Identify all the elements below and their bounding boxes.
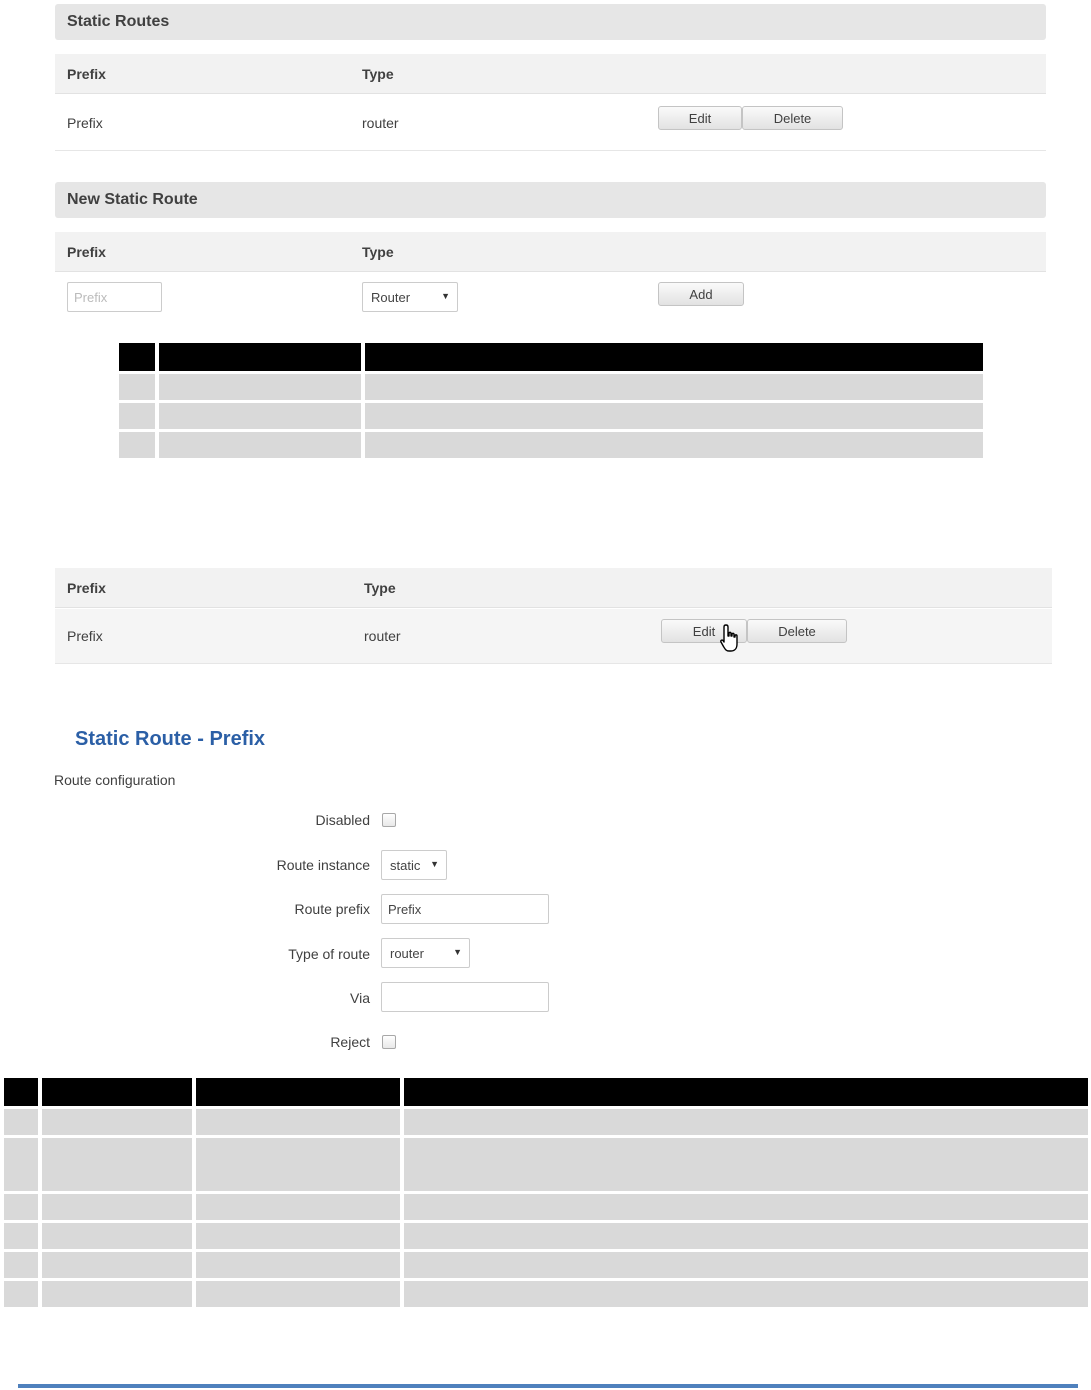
table-row (119, 371, 983, 400)
table-row (4, 1106, 1088, 1135)
table-header-row (4, 1078, 1088, 1106)
triangle-down-icon: ▼ (430, 859, 439, 869)
reject-label: Reject (330, 1034, 370, 1050)
triangle-down-icon: ▼ (441, 291, 450, 301)
table-row (55, 95, 1046, 151)
route-prefix-input[interactable] (381, 894, 549, 924)
route-type-cell: router (362, 114, 399, 131)
add-button[interactable]: Add (658, 282, 744, 306)
static-routes-column-header (55, 54, 1046, 94)
edit-button[interactable]: Edit (658, 106, 742, 130)
blank-table-1 (119, 343, 983, 458)
disabled-label: Disabled (315, 812, 370, 828)
column-type: Type (364, 579, 396, 596)
blank-table-2 (4, 1078, 1088, 1307)
disabled-checkbox[interactable] (382, 813, 396, 827)
reject-checkbox[interactable] (382, 1035, 396, 1049)
delete-button[interactable]: Delete (742, 106, 843, 130)
table-row (119, 400, 983, 429)
delete-button[interactable]: Delete (747, 619, 847, 643)
via-label: Via (350, 990, 370, 1006)
route-instance-select[interactable] (381, 850, 447, 880)
edit-example-column-header (55, 568, 1052, 608)
table-row (119, 429, 983, 458)
table-row (55, 609, 1052, 664)
table-row (4, 1249, 1088, 1278)
table-row (4, 1135, 1088, 1191)
route-prefix-label: Route prefix (294, 901, 370, 917)
type-of-route-value: router (390, 945, 424, 961)
table-row (4, 1191, 1088, 1220)
static-routes-header: Static Routes (55, 4, 1046, 40)
route-instance-label: Route instance (276, 857, 370, 873)
new-prefix-input[interactable] (67, 282, 162, 312)
column-prefix: Prefix (67, 579, 106, 596)
page-title: Static Route - Prefix (75, 728, 266, 750)
table-row (4, 1278, 1088, 1307)
table-row (4, 1220, 1088, 1249)
route-prefix-cell: Prefix (67, 628, 103, 644)
route-prefix-cell: Prefix (67, 114, 103, 131)
new-type-select-value: Router (371, 289, 411, 305)
table-header-row (119, 343, 983, 371)
via-input[interactable] (381, 982, 549, 1012)
column-type: Type (362, 243, 394, 260)
section-title: Route configuration (54, 772, 176, 788)
triangle-down-icon: ▼ (453, 947, 462, 957)
hand-pointer-icon (719, 623, 743, 655)
column-prefix: Prefix (67, 65, 106, 82)
column-prefix: Prefix (67, 243, 106, 260)
new-static-route-header: New Static Route (55, 182, 1046, 218)
edit-button[interactable]: Edit (661, 619, 747, 643)
column-type: Type (362, 65, 394, 82)
bottom-rule (18, 1384, 1078, 1388)
type-of-route-label: Type of route (288, 946, 370, 962)
new-route-column-header (55, 232, 1046, 272)
route-instance-value: static (390, 857, 421, 873)
new-type-select[interactable] (362, 282, 458, 312)
type-of-route-select[interactable] (381, 938, 470, 968)
route-type-cell: router (364, 628, 401, 644)
